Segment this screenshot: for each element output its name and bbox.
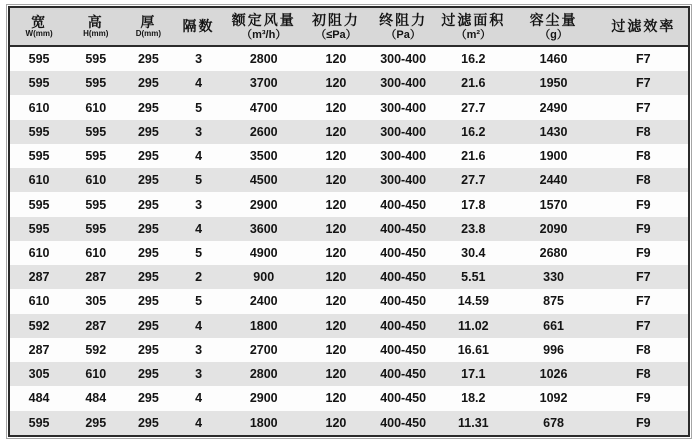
cell-initial-resistance: 120: [304, 362, 368, 386]
column-title: 过滤效率: [611, 18, 676, 35]
cell-filter-area: 17.8: [438, 192, 508, 216]
cell-rated-airflow: 2800: [224, 362, 304, 386]
cell-filter-area: 16.2: [438, 120, 508, 144]
cell-initial-resistance: 120: [304, 289, 368, 313]
cell-filter-area: 17.1: [438, 362, 508, 386]
table-row: [9, 362, 689, 386]
cell-filter-area: 16.61: [438, 338, 508, 362]
cell-initial-resistance: 120: [304, 95, 368, 119]
cell-width: 595: [9, 46, 68, 71]
cell-dust-capacity: 678: [508, 411, 598, 436]
cell-rated-airflow: 2400: [224, 289, 304, 313]
cell-height: 610: [68, 241, 123, 265]
cell-depth: 295: [123, 120, 173, 144]
cell-final-resistance: 400-450: [368, 411, 438, 436]
cell-efficiency: F8: [599, 120, 689, 144]
table-row: [9, 314, 689, 338]
cell-rated-airflow: 2900: [224, 386, 304, 410]
column-title: 终阻力: [379, 12, 428, 29]
cell-efficiency: F9: [599, 192, 689, 216]
cell-sections: 3: [173, 192, 223, 216]
cell-final-resistance: 300-400: [368, 46, 438, 71]
cell-depth: 295: [123, 314, 173, 338]
column-title: 高: [87, 14, 104, 31]
cell-height: 595: [68, 144, 123, 168]
cell-dust-capacity: 1900: [508, 144, 598, 168]
cell-depth: 295: [123, 217, 173, 241]
table-row: [9, 144, 689, 168]
cell-rated-airflow: 2600: [224, 120, 304, 144]
cell-depth: 295: [123, 144, 173, 168]
column-header-initial-resistance: [304, 7, 368, 46]
cell-dust-capacity: 1460: [508, 46, 598, 71]
cell-efficiency: F7: [599, 71, 689, 95]
column-title: 容尘量: [529, 12, 578, 29]
cell-rated-airflow: 1800: [224, 314, 304, 338]
cell-efficiency: F9: [599, 411, 689, 436]
cell-filter-area: 16.2: [438, 46, 508, 71]
cell-depth: 295: [123, 46, 173, 71]
cell-rated-airflow: 4500: [224, 168, 304, 192]
cell-initial-resistance: 120: [304, 265, 368, 289]
cell-rated-airflow: 2800: [224, 46, 304, 71]
column-header-depth: [123, 7, 173, 46]
cell-initial-resistance: 120: [304, 71, 368, 95]
cell-filter-area: 18.2: [438, 386, 508, 410]
cell-final-resistance: 300-400: [368, 144, 438, 168]
cell-width: 610: [9, 289, 68, 313]
cell-final-resistance: 400-450: [368, 241, 438, 265]
cell-initial-resistance: 120: [304, 192, 368, 216]
column-header-dust-capacity: [508, 7, 598, 46]
cell-final-resistance: 400-450: [368, 314, 438, 338]
cell-width: 484: [9, 386, 68, 410]
table-row: [9, 338, 689, 362]
cell-width: 595: [9, 120, 68, 144]
cell-dust-capacity: 1950: [508, 71, 598, 95]
cell-rated-airflow: 3500: [224, 144, 304, 168]
cell-final-resistance: 300-400: [368, 71, 438, 95]
cell-width: 595: [9, 217, 68, 241]
cell-final-resistance: 300-400: [368, 120, 438, 144]
cell-dust-capacity: 2490: [508, 95, 598, 119]
cell-dust-capacity: 661: [508, 314, 598, 338]
cell-rated-airflow: 3700: [224, 71, 304, 95]
cell-rated-airflow: 900: [224, 265, 304, 289]
table-row: [9, 120, 689, 144]
cell-efficiency: F8: [599, 362, 689, 386]
cell-width: 595: [9, 144, 68, 168]
cell-sections: 4: [173, 144, 223, 168]
column-header-efficiency: [599, 7, 689, 46]
cell-final-resistance: 400-450: [368, 362, 438, 386]
filter-spec-table: [8, 6, 690, 437]
column-subtitle: （m²）: [455, 28, 492, 41]
column-title: 隔数: [182, 18, 215, 35]
cell-height: 484: [68, 386, 123, 410]
column-header-rated-airflow: [224, 7, 304, 46]
cell-depth: 295: [123, 265, 173, 289]
cell-depth: 295: [123, 386, 173, 410]
cell-initial-resistance: 120: [304, 168, 368, 192]
cell-filter-area: 21.6: [438, 144, 508, 168]
cell-depth: 295: [123, 241, 173, 265]
cell-dust-capacity: 1026: [508, 362, 598, 386]
cell-dust-capacity: 2680: [508, 241, 598, 265]
cell-width: 610: [9, 168, 68, 192]
column-subtitle: D(mm): [135, 29, 162, 39]
cell-filter-area: 27.7: [438, 168, 508, 192]
column-subtitle: H(mm): [83, 29, 109, 39]
cell-width: 610: [9, 241, 68, 265]
cell-initial-resistance: 120: [304, 241, 368, 265]
column-title: 初阻力: [311, 12, 360, 29]
cell-width: 305: [9, 362, 68, 386]
cell-sections: 5: [173, 168, 223, 192]
cell-height: 610: [68, 362, 123, 386]
cell-filter-area: 23.8: [438, 217, 508, 241]
cell-sections: 4: [173, 314, 223, 338]
table-row: [9, 265, 689, 289]
column-subtitle: W(mm): [25, 29, 53, 39]
table-row: [9, 192, 689, 216]
cell-height: 295: [68, 411, 123, 436]
cell-height: 595: [68, 217, 123, 241]
column-header-filter-area: [438, 7, 508, 46]
cell-final-resistance: 400-450: [368, 386, 438, 410]
cell-sections: 3: [173, 46, 223, 71]
cell-final-resistance: 400-450: [368, 265, 438, 289]
cell-width: 610: [9, 95, 68, 119]
cell-filter-area: 5.51: [438, 265, 508, 289]
cell-height: 592: [68, 338, 123, 362]
cell-efficiency: F8: [599, 144, 689, 168]
cell-efficiency: F8: [599, 168, 689, 192]
cell-height: 287: [68, 265, 123, 289]
cell-width: 595: [9, 192, 68, 216]
table-row: [9, 386, 689, 410]
table-row: [9, 95, 689, 119]
cell-depth: 295: [123, 95, 173, 119]
cell-dust-capacity: 1430: [508, 120, 598, 144]
cell-width: 595: [9, 411, 68, 436]
cell-sections: 3: [173, 338, 223, 362]
spec-table-frame: [6, 4, 692, 439]
cell-rated-airflow: 2700: [224, 338, 304, 362]
cell-sections: 4: [173, 217, 223, 241]
column-title: 宽: [31, 14, 48, 31]
cell-efficiency: F9: [599, 386, 689, 410]
cell-final-resistance: 400-450: [368, 338, 438, 362]
table-row: [9, 46, 689, 71]
cell-height: 595: [68, 192, 123, 216]
cell-height: 610: [68, 95, 123, 119]
cell-width: 287: [9, 265, 68, 289]
header-row: [9, 7, 689, 46]
table-row: [9, 289, 689, 313]
cell-final-resistance: 400-450: [368, 217, 438, 241]
cell-dust-capacity: 1092: [508, 386, 598, 410]
cell-depth: 295: [123, 289, 173, 313]
cell-sections: 4: [173, 411, 223, 436]
cell-dust-capacity: 996: [508, 338, 598, 362]
cell-filter-area: 14.59: [438, 289, 508, 313]
cell-filter-area: 21.6: [438, 71, 508, 95]
table-header: [9, 7, 689, 46]
cell-depth: 295: [123, 192, 173, 216]
cell-efficiency: F7: [599, 314, 689, 338]
cell-sections: 3: [173, 120, 223, 144]
cell-height: 287: [68, 314, 123, 338]
cell-sections: 4: [173, 71, 223, 95]
cell-filter-area: 30.4: [438, 241, 508, 265]
cell-final-resistance: 400-450: [368, 289, 438, 313]
cell-filter-area: 11.02: [438, 314, 508, 338]
cell-height: 610: [68, 168, 123, 192]
cell-dust-capacity: 330: [508, 265, 598, 289]
cell-sections: 5: [173, 241, 223, 265]
table-row: [9, 217, 689, 241]
cell-initial-resistance: 120: [304, 338, 368, 362]
cell-filter-area: 27.7: [438, 95, 508, 119]
table-row: [9, 168, 689, 192]
cell-depth: 295: [123, 338, 173, 362]
cell-sections: 5: [173, 95, 223, 119]
cell-final-resistance: 300-400: [368, 168, 438, 192]
cell-width: 287: [9, 338, 68, 362]
cell-depth: 295: [123, 411, 173, 436]
column-title: 过滤面积: [441, 12, 506, 29]
column-subtitle: （Pa）: [385, 28, 421, 41]
cell-width: 592: [9, 314, 68, 338]
cell-dust-capacity: 2440: [508, 168, 598, 192]
cell-sections: 4: [173, 386, 223, 410]
cell-initial-resistance: 120: [304, 46, 368, 71]
cell-width: 595: [9, 71, 68, 95]
cell-height: 305: [68, 289, 123, 313]
column-subtitle: （g）: [539, 28, 568, 41]
cell-initial-resistance: 120: [304, 217, 368, 241]
column-header-width: [9, 7, 68, 46]
cell-sections: 3: [173, 362, 223, 386]
cell-initial-resistance: 120: [304, 411, 368, 436]
column-title: 额定风量: [231, 12, 296, 29]
cell-sections: 5: [173, 289, 223, 313]
cell-dust-capacity: 2090: [508, 217, 598, 241]
column-header-sections: [173, 7, 223, 46]
column-title: 厚: [140, 14, 157, 31]
cell-sections: 2: [173, 265, 223, 289]
column-header-final-resistance: [368, 7, 438, 46]
cell-rated-airflow: 1800: [224, 411, 304, 436]
cell-efficiency: F7: [599, 289, 689, 313]
cell-height: 595: [68, 120, 123, 144]
cell-final-resistance: 400-450: [368, 192, 438, 216]
cell-rated-airflow: 4900: [224, 241, 304, 265]
cell-efficiency: F7: [599, 95, 689, 119]
cell-filter-area: 11.31: [438, 411, 508, 436]
column-subtitle: （≤Pa）: [315, 28, 357, 41]
table-row: [9, 241, 689, 265]
cell-rated-airflow: 4700: [224, 95, 304, 119]
cell-initial-resistance: 120: [304, 386, 368, 410]
cell-efficiency: F9: [599, 241, 689, 265]
cell-dust-capacity: 875: [508, 289, 598, 313]
table-row: [9, 411, 689, 436]
column-header-height: [68, 7, 123, 46]
column-subtitle: （m³/h）: [241, 28, 287, 41]
table-body: [9, 46, 689, 436]
cell-dust-capacity: 1570: [508, 192, 598, 216]
cell-depth: 295: [123, 168, 173, 192]
cell-height: 595: [68, 46, 123, 71]
table-row: [9, 71, 689, 95]
cell-initial-resistance: 120: [304, 144, 368, 168]
cell-efficiency: F8: [599, 338, 689, 362]
cell-depth: 295: [123, 362, 173, 386]
cell-initial-resistance: 120: [304, 120, 368, 144]
cell-rated-airflow: 3600: [224, 217, 304, 241]
cell-height: 595: [68, 71, 123, 95]
cell-efficiency: F9: [599, 217, 689, 241]
cell-depth: 295: [123, 71, 173, 95]
cell-efficiency: F7: [599, 46, 689, 71]
cell-initial-resistance: 120: [304, 314, 368, 338]
cell-efficiency: F7: [599, 265, 689, 289]
cell-final-resistance: 300-400: [368, 95, 438, 119]
cell-rated-airflow: 2900: [224, 192, 304, 216]
